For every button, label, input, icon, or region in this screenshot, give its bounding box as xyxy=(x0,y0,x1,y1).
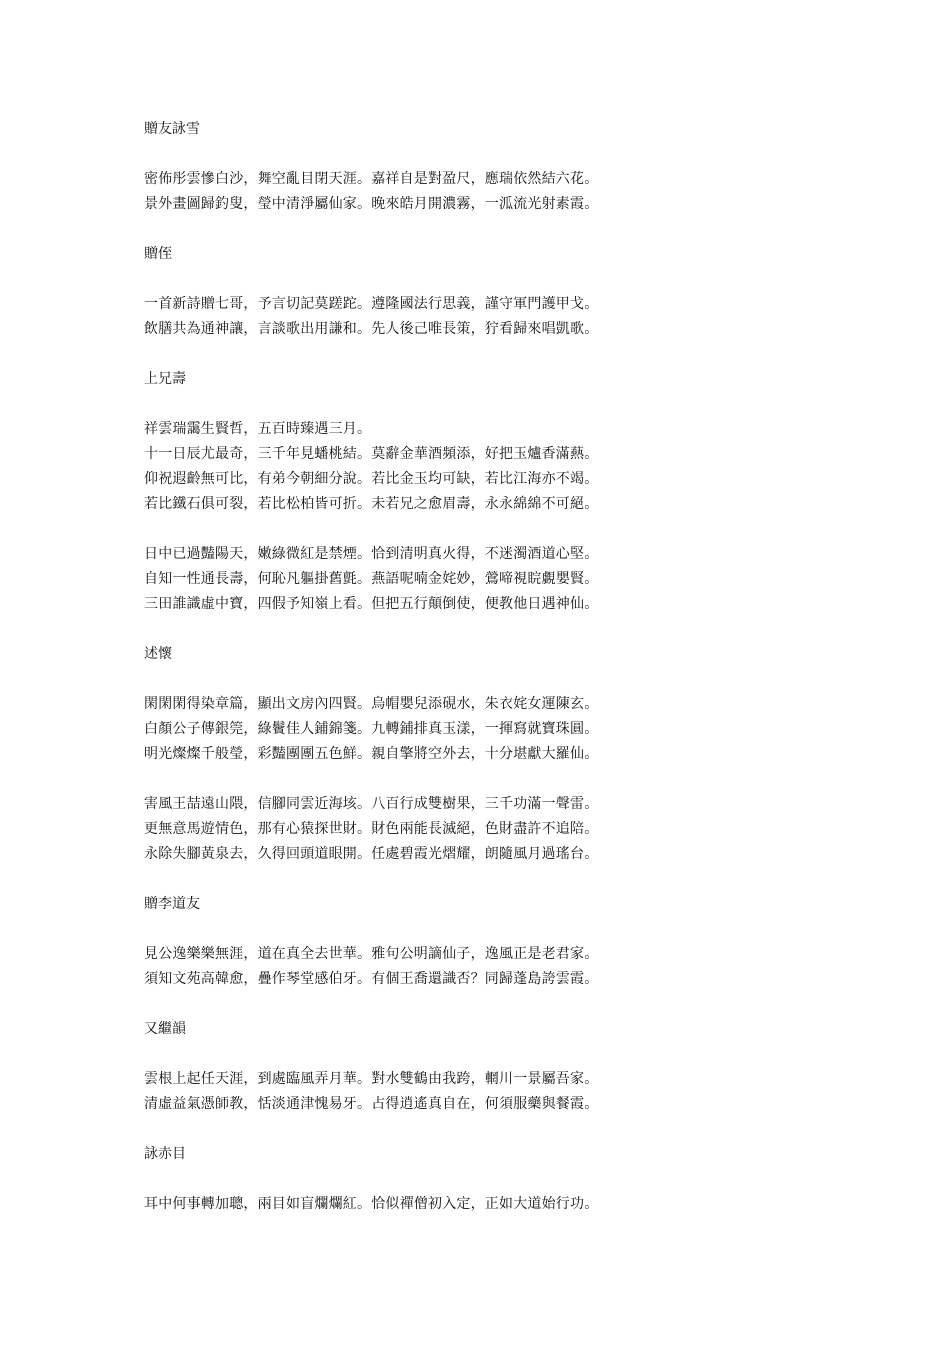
poem-line: 一首新詩贈七哥，予言切記莫蹉跎。遵隆國法行思義，謹守軍門護甲戈。 xyxy=(144,296,599,312)
poem-line: 三田誰識虛中寶，四假予知嶺上看。但把五行顛倒使，便教他日遇神仙。 xyxy=(144,596,599,612)
poem-line: 仰祝遐齡無可比，有弟今朝細分說。若比金玉均可缺，若比江海亦不竭。 xyxy=(144,471,599,487)
poem-line: 須知文苑高韓愈，疊作琴堂感伯牙。有個王喬還識否？同歸蓬島誇雲霞。 xyxy=(144,971,599,987)
poem-line: 自知一性通長壽，何恥凡軀掛舊氈。燕語呢喃金姹妙，鶯啼視睆覷嬰賢。 xyxy=(144,571,599,587)
spacer xyxy=(144,1167,844,1192)
poem-line: 閑閑閑得染章篇，顯出文房內四賢。烏帽嬰兒添硯水，朱衣姹女運陳玄。 xyxy=(144,696,599,712)
spacer xyxy=(144,217,844,242)
spacer xyxy=(144,917,844,942)
spacer xyxy=(144,267,844,292)
poem-line: 雲根上起任天涯，到處臨風弄月華。對水雙鶴由我跨，輞川一景屬吾家。 xyxy=(144,1071,599,1087)
section-title: 贈李道友 xyxy=(144,896,200,912)
poem-line: 若比鐵石俱可裂，若比松柏皆可折。未若兄之愈眉壽，永永綿綿不可絕。 xyxy=(144,496,599,512)
poem-line: 十一日辰尤最奇，三千年見蟠桃結。莫辭金華酒頻添，好把玉爐香滿爇。 xyxy=(144,446,599,462)
poem-line: 更無意馬遊情色，那有心猿探世財。財色兩能長滅絕，色財盡許不追陪。 xyxy=(144,821,599,837)
section-title: 上兄壽 xyxy=(144,371,186,387)
section-title: 贈侄 xyxy=(144,246,172,262)
spacer xyxy=(144,342,844,367)
section-title: 述懷 xyxy=(144,646,172,662)
spacer xyxy=(144,392,844,417)
poem-line: 永除失腳黃泉去，久得回頭道眼開。任處碧霞光熠耀，朗隨風月過瑤台。 xyxy=(144,846,599,862)
spacer xyxy=(144,1042,844,1067)
spacer xyxy=(144,517,844,542)
poem-line: 日中已過豔陽天，嫩綠微紅是禁煙。恰到清明真火得，不迷濁酒道心堅。 xyxy=(144,546,599,562)
spacer xyxy=(144,617,844,642)
spacer xyxy=(144,767,844,792)
poem-line: 景外畫圖歸釣叟，瑩中清淨屬仙家。晚來皓月開濃霧，一泒流光射素霞。 xyxy=(144,196,599,212)
poem-line: 密佈彤雲慘白沙，舞空亂目閉天涯。嘉祥自是對盈尺，應瑞依然結六花。 xyxy=(144,171,599,187)
spacer xyxy=(144,142,844,167)
poem-line: 見公逸樂樂無涯，道在真全去世華。雅句公明謫仙子，逸風正是老君家。 xyxy=(144,946,599,962)
poem-line: 耳中何事轉加聰，兩目如盲爛爛紅。恰似禪僧初入定，正如大道始行功。 xyxy=(144,1196,599,1212)
section-title: 贈友詠雪 xyxy=(144,121,200,137)
section-title: 又繼韻 xyxy=(144,1021,186,1037)
poem-line: 白顏公子傳銀筦，綠鬢佳人鋪錦箋。九轉鋪排真玉漾，一揮寫就寶珠圓。 xyxy=(144,721,599,737)
poem-line: 明光燦燦千般瑩，彩豔團團五色鮮。親自擎將空外去，十分堪獻大羅仙。 xyxy=(144,746,599,762)
document-page xyxy=(144,117,844,1217)
spacer xyxy=(144,667,844,692)
spacer xyxy=(144,992,844,1017)
poem-line: 清虛益氣憑師教，恬淡通津愧易牙。占得逍遙真自在，何須服藥與餐霞。 xyxy=(144,1096,599,1112)
poem-line: 祥雲瑞靄生賢哲，五百時臻遇三月。 xyxy=(144,421,372,437)
section-title: 詠赤目 xyxy=(144,1146,186,1162)
spacer xyxy=(144,867,844,892)
poem-line: 飲膳共為通神讓，言談歌出用謙和。先人後己唯長策，狞看歸來唱凱歌。 xyxy=(144,321,599,337)
spacer xyxy=(144,1117,844,1142)
poem-line: 害風王喆遠山隈，信腳同雲近海垓。八百行成雙樹果，三千功滿一聲雷。 xyxy=(144,796,599,812)
